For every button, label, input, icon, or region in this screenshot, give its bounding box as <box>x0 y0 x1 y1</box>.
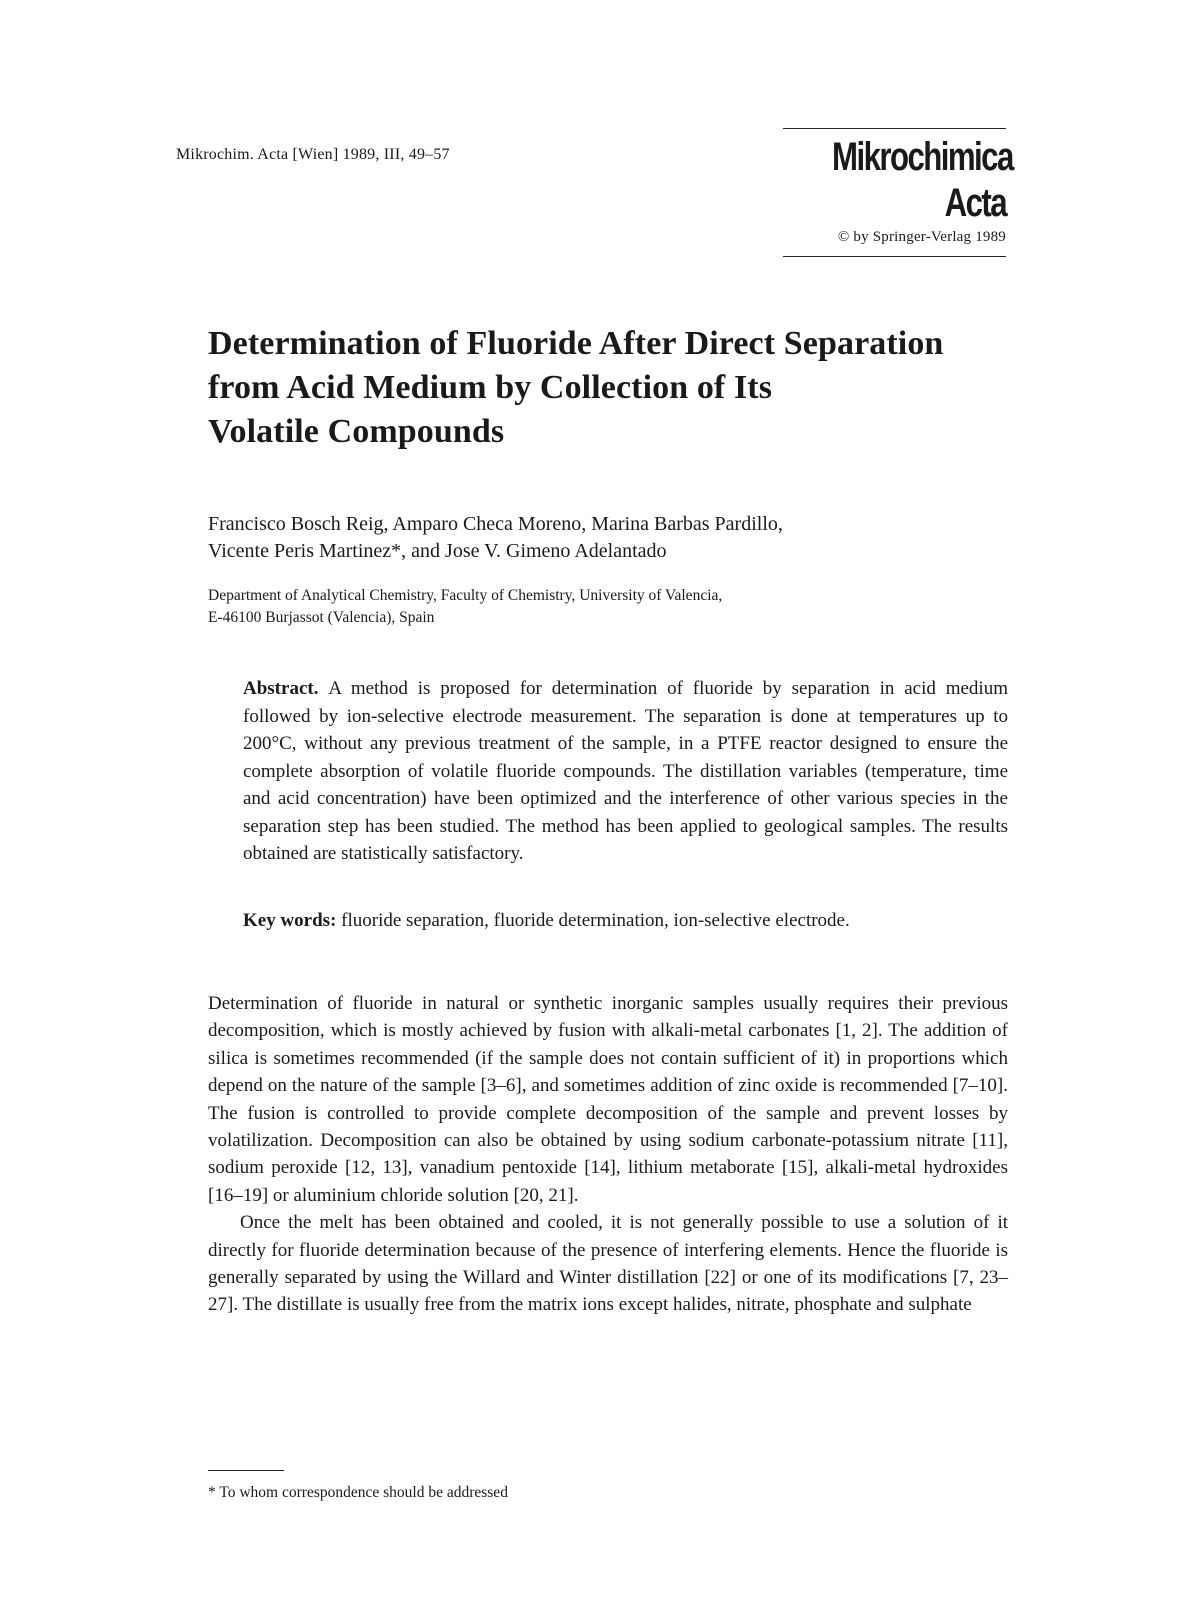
footnote-rule <box>208 1470 284 1471</box>
journal-name: Mikrochimica <box>832 135 1013 179</box>
affiliation-line: Department of Analytical Chemistry, Faculty of Chemistry, University of Valencia, <box>208 587 723 604</box>
logo-bottom-rule <box>783 256 1006 257</box>
footnote: * To whom correspondence should be addressed <box>208 1484 508 1501</box>
logo-top-rule <box>783 128 1006 129</box>
authors-line: Francisco Bosch Reig, Amparo Checa Moreno, Marina Barbas Pardillo, <box>208 513 783 535</box>
abstract-text: A method is proposed for determination of fluoride by separation in acid medium followed by ion-selective electrode measurement. The separation is done at temperatures up to 200°C, without any previous treatment of the sample, in a PTFE reactor designed to ensure the complete absorption of volatile fluoride compounds. The distillation variables (temperature, time and acid concentration) have been optimized and the interference of other various species in the separation step has been studied. The method has been applied to geological samples. The results obtained are statistically satisfactory. <box>243 678 1008 864</box>
affiliation-line: E-46100 Burjassot (Valencia), Spain <box>208 609 435 626</box>
abstract <box>243 675 1008 868</box>
article-title <box>208 322 1008 454</box>
body-paragraph: Determination of fluoride in natural or synthetic inorganic samples usually requires their previous decomposition, which is mostly achieved by fusion with alkali-metal carbonates [1, 2]. The addition of silica is sometimes recommended (if the sample does not contain sufficient of it) in proportions which depend on the nature of the sample [3–6], and sometimes addition of zinc oxide is recommended [7–10]. The fusion is controlled to provide complete decomposition of the sample and prevent losses by volatilization. Decomposition can also be obtained by using sodium carbonate-potassium nitrate [11], sodium peroxide [12, 13], vanadium pentoxide [14], lithium metaborate [15], alkali-metal hydroxides [16–19] or aluminium chloride solution [20, 21]. <box>208 993 1008 1206</box>
journal-name-second-line: Acta <box>944 181 1006 225</box>
title-line: Volatile Compounds <box>208 413 505 450</box>
authors-line: Vicente Peris Martinez*, and Jose V. Gimeno Adelantado <box>208 540 667 562</box>
title-line: from Acid Medium by Collection of Its <box>208 369 773 406</box>
affiliation <box>208 585 1028 629</box>
author-list <box>208 511 1028 565</box>
keywords <box>243 907 1023 934</box>
journal-citation: Mikrochim. Acta [Wien] 1989, III, 49–57 <box>176 146 450 163</box>
publisher-copyright: © by Springer-Verlag 1989 <box>837 229 1006 245</box>
journal-logo-block <box>783 128 1013 257</box>
keywords-text: fluoride separation, fluoride determination, ion-selective electrode. <box>341 910 850 931</box>
body-paragraph: Once the melt has been obtained and cooled, it is not generally possible to use a solution of it directly for fluoride determination because of the presence of interfering elements. Hence the fluoride is generally separated by using the Willard and Winter distillation [22] or one of its modifications [7, 23–27]. The distillate is usually free from the matrix ions except halides, nitrate, phosphate and sulphate <box>208 1212 1008 1316</box>
keywords-label: Key words: <box>243 910 342 931</box>
body-text <box>208 990 1008 1319</box>
abstract-label: Abstract. <box>243 678 329 699</box>
title-line: Determination of Fluoride After Direct Separation <box>208 325 944 362</box>
